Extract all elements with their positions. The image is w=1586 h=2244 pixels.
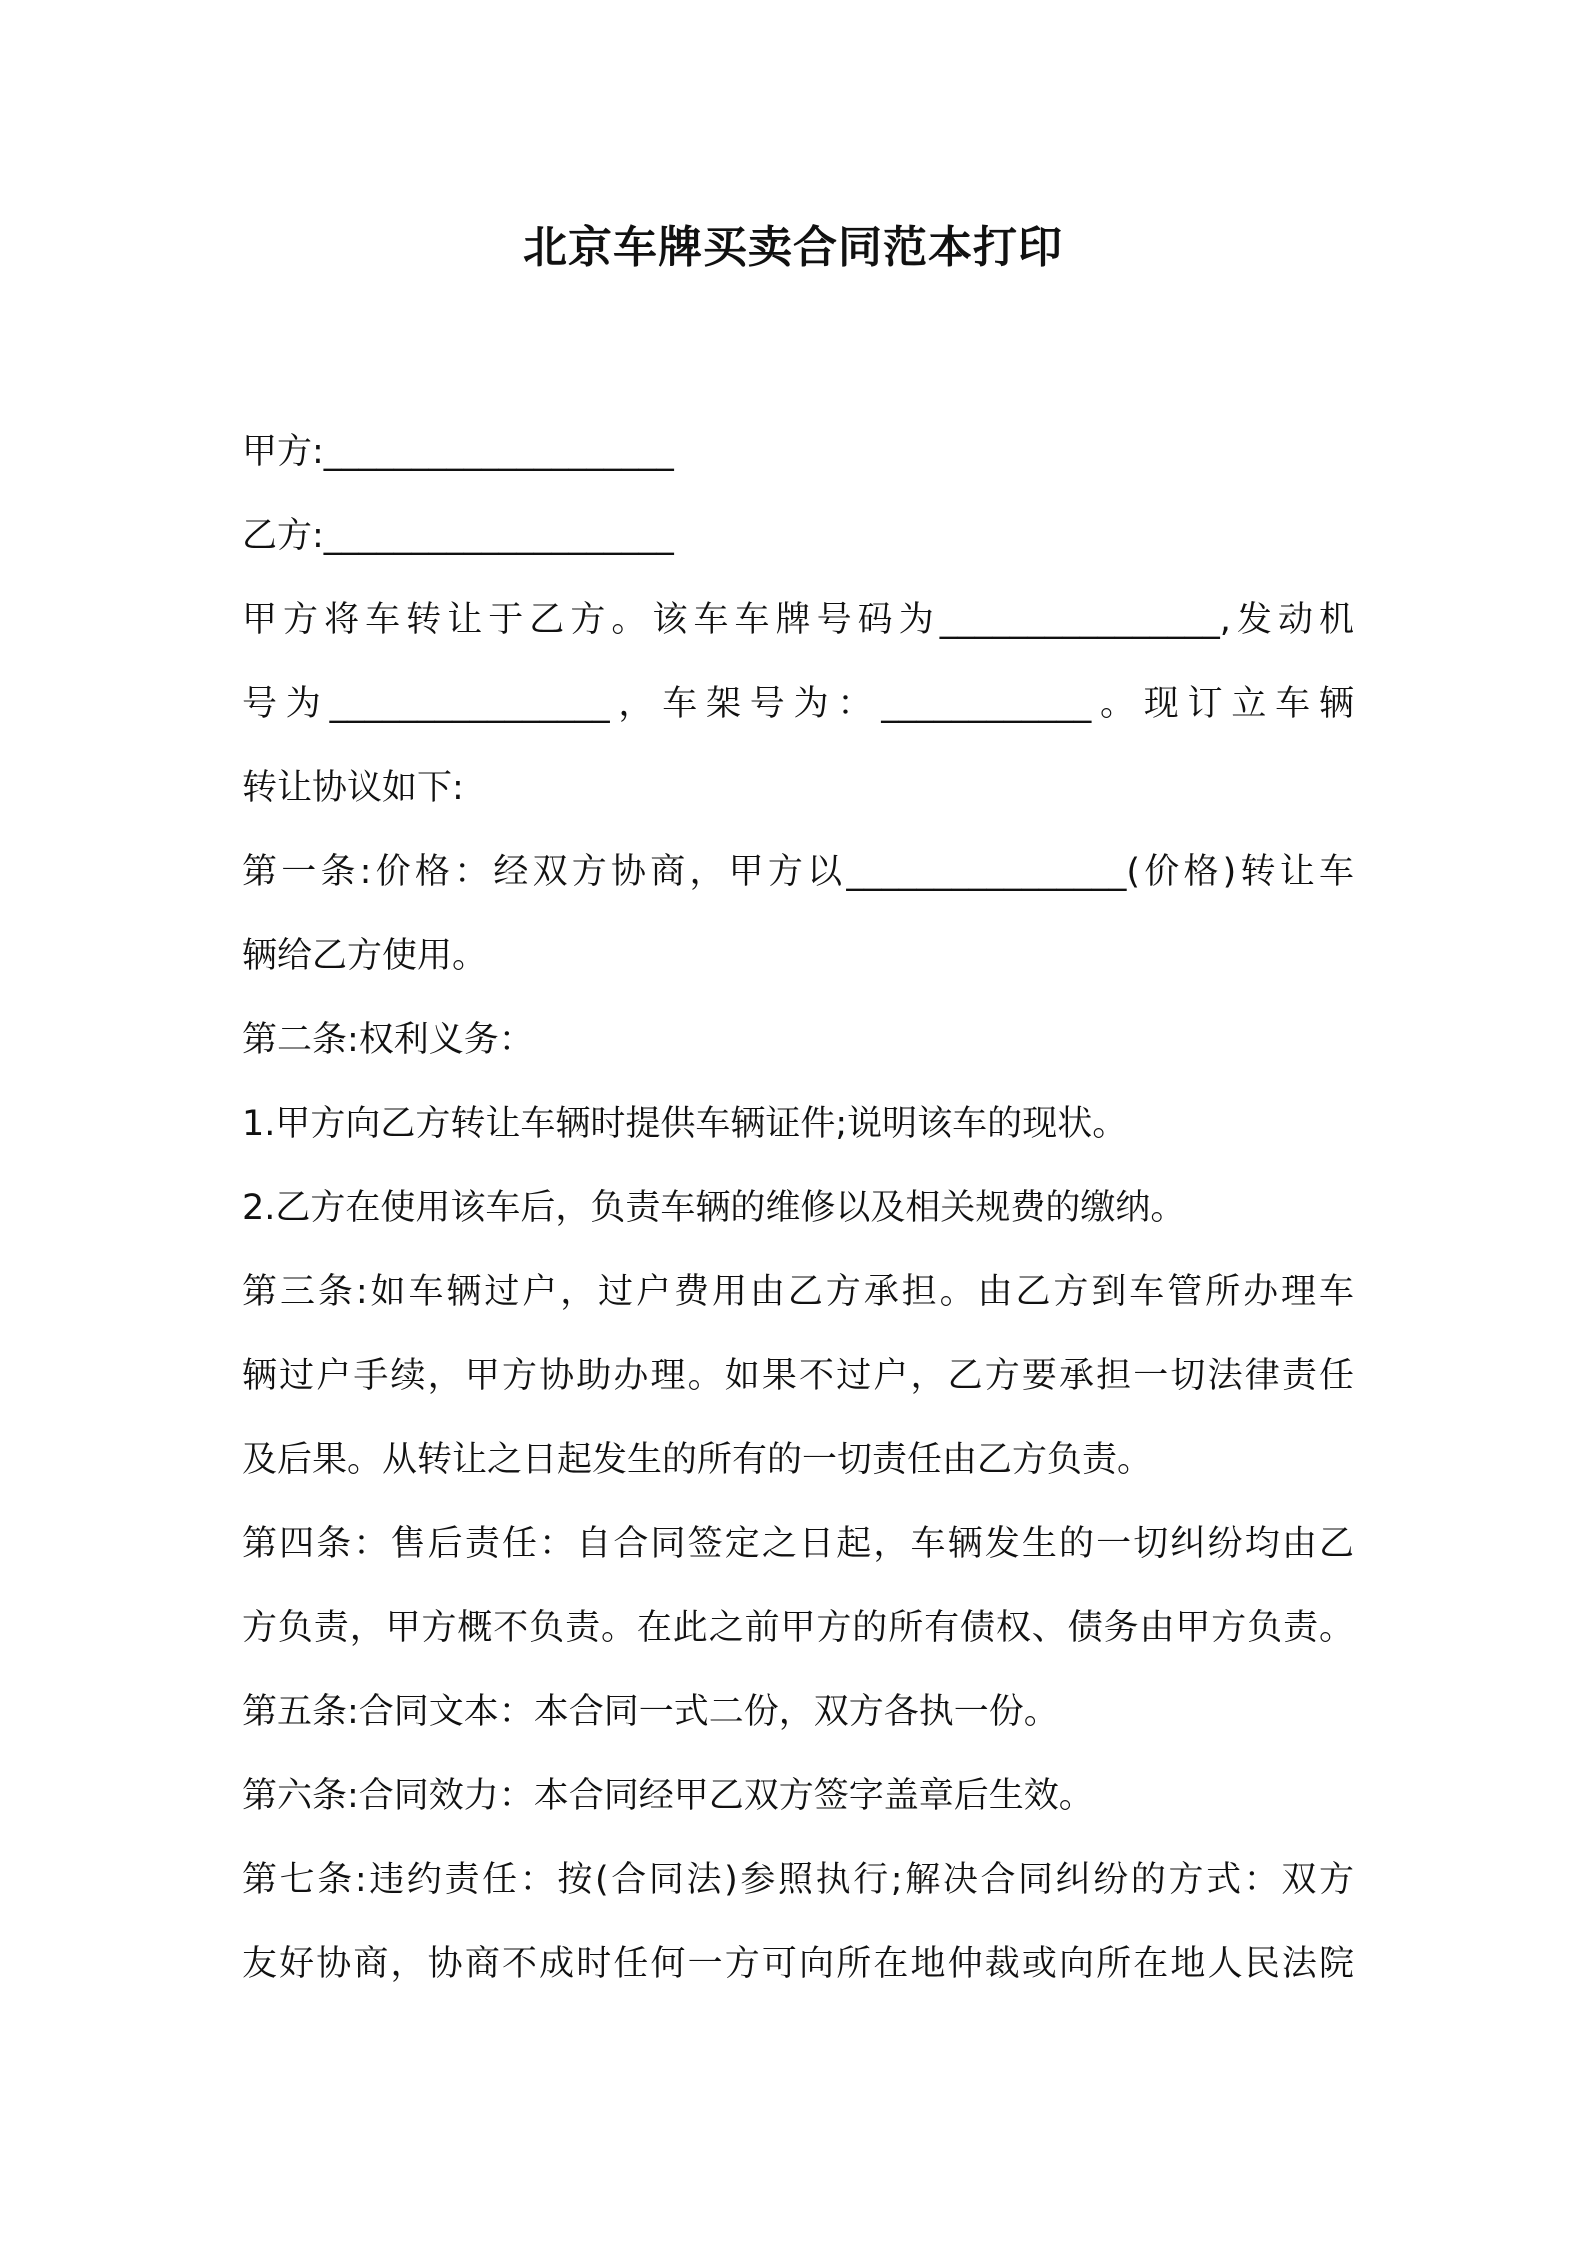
clause-4-line: 第四条：售后责任：自合同签定之日起，车辆发生的一切纠纷均由乙 [242, 1524, 1354, 1564]
paragraph-line: 转让协议如下: [242, 768, 464, 808]
clause-3-line: 第三条:如车辆过户，过户费用由乙方承担。由乙方到车管所办理车 [242, 1272, 1354, 1312]
clause-4-line: 方负责，甲方概不负责。在此之前甲方的所有债权、债务由甲方负责。 [242, 1608, 1354, 1648]
clause-2-item-1: 1.甲方向乙方转让车辆时提供车辆证件;说明该车的现状。 [242, 1104, 1128, 1144]
clause-5-line: 第五条:合同文本：本合同一式二份，双方各执一份。 [242, 1692, 1059, 1732]
clause-7-line: 友好协商，协商不成时任何一方可向所在地仲裁或向所在地人民法院 [242, 1944, 1354, 1984]
document-body [242, 410, 1354, 2006]
party-b-line: 乙方:____________________ [242, 516, 674, 556]
paragraph-line: 号为________________，车架号为：____________。现订立车辆 [242, 684, 1354, 724]
party-a-line: 甲方:____________________ [242, 432, 674, 472]
clause-3-line: 辆过户手续，甲方协助办理。如果不过户，乙方要承担一切法律责任 [242, 1356, 1354, 1396]
clause-1-line: 辆给乙方使用。 [242, 936, 488, 976]
clause-2-item-2: 2.乙方在使用该车后，负责车辆的维修以及相关规费的缴纳。 [242, 1188, 1186, 1228]
clause-3-line: 及后果。从转让之日起发生的所有的一切责任由乙方负责。 [242, 1440, 1153, 1480]
clause-1-line: 第一条:价格：经双方协商，甲方以________________(价格)转让车 [242, 852, 1354, 892]
clause-2-heading: 第二条:权利义务： [242, 1020, 534, 1060]
clause-7-line: 第七条:违约责任：按(合同法)参照执行;解决合同纠纷的方式：双方 [242, 1860, 1354, 1900]
document-title: 北京车牌买卖合同范本打印 [523, 222, 1063, 273]
paragraph-line: 甲方将车转让于乙方。该车车牌号码为________________,发动机 [242, 600, 1354, 640]
clause-6-line: 第六条:合同效力：本合同经甲乙双方签字盖章后生效。 [242, 1776, 1094, 1816]
